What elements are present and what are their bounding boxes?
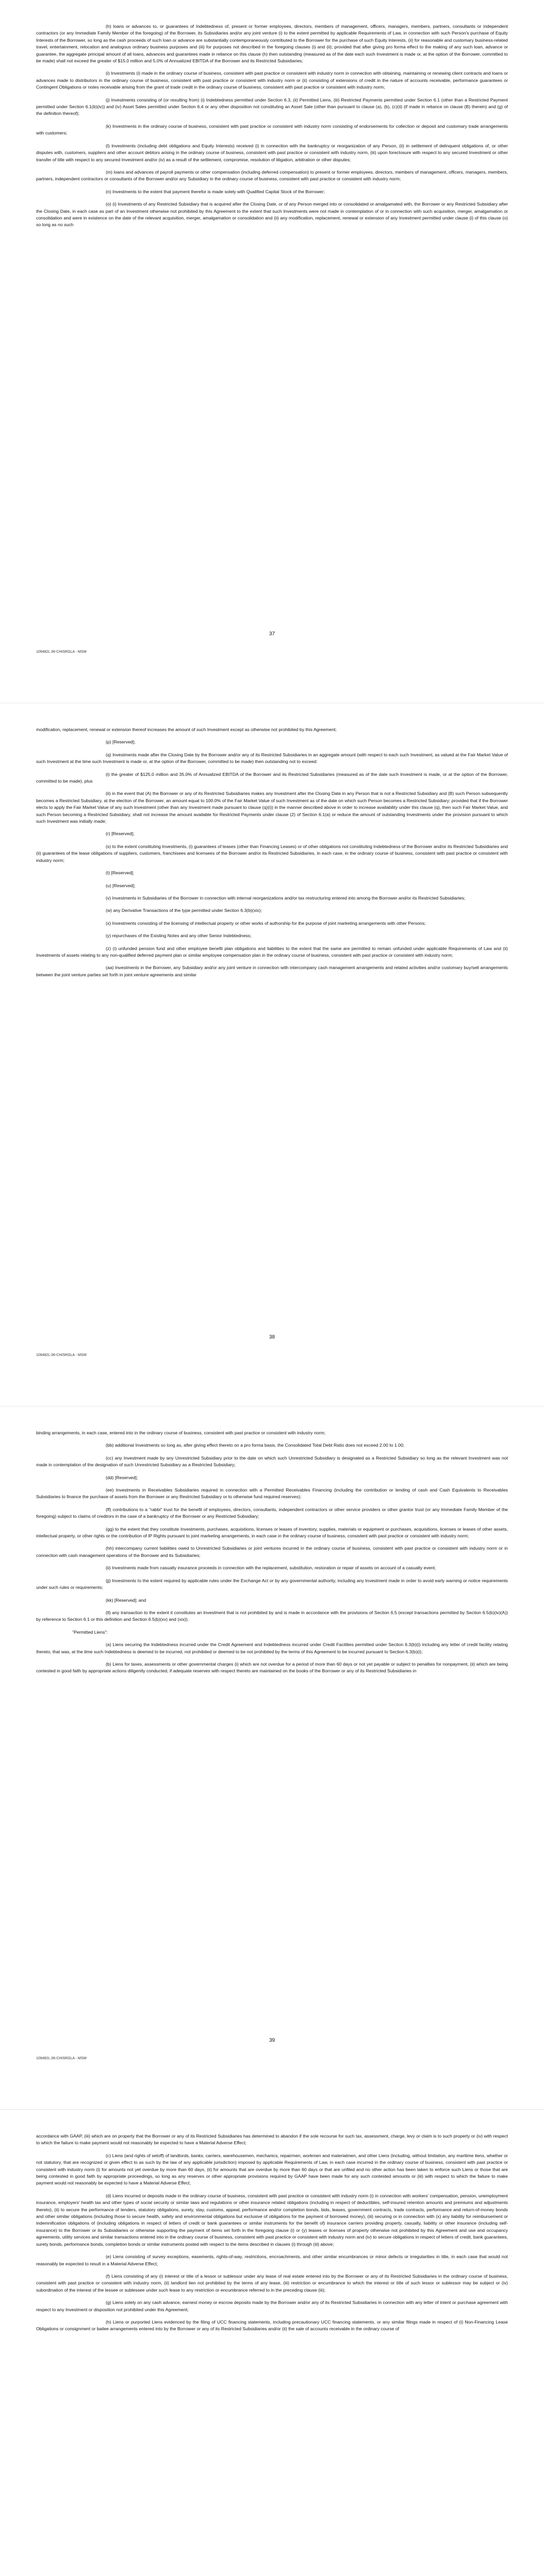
paragraph: (p) [Reserved]; — [106, 739, 136, 745]
paragraph: (c) Liens (and rights of setoff) of landlords, banks, carriers, warehousemen, mechanics, repairmen, workmen and materialmen, and other Liens (including, without limitation, any maritime liens, whether or not statutory, that are recognized or given effect to as such by the law of any applicable jurisdiction) imposed by applicable Requirements of Law, in each case incurred in the ordinary course of business, consistent with past practice or consistent with industry norm (i) for amounts not yet overdue by more than 60 days, (ii) for amounts that are overdue by more than 60 days or that are unfiled and no other action has been taken to enforce such Liens or those that are being contested in good faith by appropriate proceedings, so long as any reserves or other appropriate provisions required by GAAP have been made for any such contested amounts or (iii) with respect to which the failure to make payment would not reasonably be expected to have a Material Adverse Effect; — [36, 2153, 508, 2186]
paragraph: (n) Investments to the extent that payment therefor is made solely with Qualified Capital Stock of the Borrower; — [106, 189, 325, 194]
paragraph: (b) Liens for taxes, assessments or other governmental charges (i) which are not overdue for a period of more than 60 days or not yet payable or subject to penalties for nonpayment, (ii) which are being contested in good faith by appropriate actions diligently conducted, if adequate reserves with respect thereto are maintained on the books of the Borrower or any of its Restricted Subsidiaries in — [36, 1661, 508, 1674]
paragraph: (o) (i) Investments of any Restricted Subsidiary that is acquired after the Closing Date, or of any Person merged into or consolidated or amalgamated with, the Borrower or any Restricted Subsidiary after the Closing Date, in each case as part of an Investment otherwise not prohibited by this Agreement to the extent that such Investments were not made in contemplation of or in connection with such acquisition, merger, amalgamation or consolidation and were in existence on the date of the relevant acquisition, merger, amalgamation or consolidation and (ii) any modification, replacement, renewal or extension of any Investment permitted under clause (i) of this clause (o) so long as no such — [36, 201, 508, 228]
paragraph: (g) Liens solely on any cash advance, earnest money or escrow deposits made by the Borrower and/or any of its Restricted Subsidiaries in connection with any letter of intent or purchase agreement with respect to any Investment or disposition not prohibited under this Agreement; — [36, 2300, 508, 2312]
paragraph: (dd) [Reserved]; — [106, 1475, 138, 1480]
paragraph: (x) Investments consisting of the licensing of intellectual property or other works of authorship for the purpose of joint marketing arrangements with other Persons; — [106, 920, 426, 926]
paragraph: modification, replacement, renewal or extension thereof increases the amount of such Investment except as otherwise not prohibited by this Agreement; — [36, 727, 337, 732]
paragraph: (ii) Investments made from casualty insurance proceeds in connection with the replacement, substitution, restoration or repair of assets on account of a casualty event; — [106, 1565, 436, 1571]
paragraph: (z) (i) unfunded pension fund and other employee benefit plan obligations and liabilities to the extent that the same are permitted to remain unfunded under applicable Requirements of Law and (ii) Investments of assets relating to any non-qualified deferred payment plan or similar employee compensation plan in the ordinary course of business, consistent with past practice or consistent with industry norm; — [36, 945, 508, 958]
paragraph: (l) Investments (including debt obligations and Equity Interests) received (i) in connection with the bankruptcy or reorganization of any Person, (ii) in settlement of delinquent obligations of, or other disputes with, customers, suppliers and other account debtors arising in the ordinary course of business, consistent with past practice or consistent with industry norm, (iii) upon foreclosure with respect to any secured Investment or other transfer of title with respect to any secured Investment and/or (iv) as a result of the settlement, compromise, resolution of litigation, arbitration or other disputes; — [36, 143, 508, 162]
paragraph: (v) Investments in Subsidiaries of the Borrower in connection with internal reorganizations and/or tax restructuring entered into among the Borrower and/or its Restricted Subsidiaries; — [106, 895, 466, 901]
page-37 — [0, 0, 544, 703]
paragraph: (a) Liens securing the Indebtedness incurred under the Credit Agreement and Indebtedness incurred under Credit Facilities permitted under Section 6.3(b)(i) including any letter of credit facility relating thereto, that was, at the time such Indebtedness is deemed to be incurred, not prohibited or deemed to be not prohibited by the terms of this Agreement to be incurred pursuant to Section 6.3(b)(i); — [36, 1642, 508, 1654]
paragraph: (hh) intercompany current liabilities owed to Unrestricted Subsidiaries or joint ventures incurred in the ordinary course of business, consistent with past practice or consistent with industry norm or in connection with cash management operations of the Borrower and its Subsidiaries; — [36, 1546, 508, 1558]
paragraph: (gg) to the extent that they constitute Investments, purchases, acquisitions, licenses or leases of inventory, supplies, materials or equipment or purchases, acquisitions, licenses or leases of other assets, intellectual property, or other rights or the contribution of IP Rights pursuant to joint marketing arrangements, in each case in the ordinary course of business, consistent with past practice or consistent with industry norm; — [36, 1526, 508, 1539]
paragraph: (k) Investments in the ordinary course of business, consistent with past practice or consistent with industry norm consisting of endorsements for collection or deposit and customary trade arrangements with customers; — [36, 123, 508, 136]
page-footer: 109482L.06-CHISRGLA - MSW — [36, 650, 87, 654]
page-number: 37 — [269, 631, 275, 637]
paragraph: (ff) contributions to a "rabbi" trust for the benefit of employees, directors, consultants, independent contractors or other service providers or other grantor trust (or any Immediate Family Member of the foregoing) subject to claims of creditors in the case of a bankruptcy of the Borrower or any Restricted Subsidiary; — [36, 1506, 508, 1519]
page-footer: 109482L.06-CHISRGLA - MSW — [36, 2057, 87, 2060]
paragraph: (r) [Reserved]; — [106, 831, 135, 837]
paragraph: (aa) Investments in the Borrower, any Subsidiary and/or any joint venture in connection with intercompany cash management arrangements and related activities and/or customary buy/sell arrangements between the joint venture parties set forth in joint venture agreements and similar — [36, 965, 508, 977]
paragraph: (h) Liens or purported Liens evidenced by the filing of UCC financing statements, including precautionary UCC financing statements, or any similar filings made in respect of (i) Non-Financing Lease Obligations or consignment or bailee arrangements entered into by the Borrower or any of its Restricted Subsidiaries and/or (ii) the sale of accounts receivable in the ordinary course of — [36, 2319, 508, 2332]
paragraph: (s) to the extent constituting Investments, (i) guarantees of leases (other than Financing Leases) or of other obligations not constituting Indebtedness of the Borrower and/or its Restricted Subsidiaries and (ii) guarantees of the lease obligations of suppliers, customers, franchisees and licensees of the Borrower and/or its Restricted Subsidiaries, in each case, in the ordinary course of business, consistent with past practice or consistent with industry norm; — [36, 843, 508, 863]
page-number: 38 — [269, 1334, 275, 1340]
paragraph: (kk) [Reserved]; and — [106, 1597, 146, 1603]
paragraph: (i) Investments (i) made in the ordinary course of business, consistent with past practice or consistent with industry norm in connection with obtaining, maintaining or renewing client contracts and loans or advances made to distributors in the ordinary course of business, consistent with past practice or consistent with industry norm or (ii) consisting of extensions of credit in the nature of accounts receivable, performance guarantees or Contingent Obligations or notes receivable arising from the grant of trade credit in the ordinary course of business, consistent with past practice or consistent with industry norm; — [36, 71, 508, 90]
page-38 — [0, 703, 544, 1406]
paragraph: (q) Investments made after the Closing Date by the Borrower and/or any of its Restricted Subsidiaries in an aggregate amount (with respect to each such Investment, as valued at the Fair Market Value of such Investment at the time such Investment is made or, at the option of the Borrower, committed to be made) then outstanding not to exceed: — [36, 752, 508, 765]
paragraph: (w) any Derivative Transactions of the type permitted under Section 6.3(b)(xix); — [106, 908, 262, 913]
page-39 — [0, 1406, 544, 2110]
paragraph: (y) repurchases of the Existing Notes and any other Senior Indebtedness; — [106, 933, 252, 939]
paragraph: (e) Liens consisting of survey exceptions, easements, rights-of-way, restrictions, encroachments, and other similar encumbrances or minor defects or irregularities in title, in each case that would not reasonably be expected to result in a Material Adverse Effect; — [36, 2254, 508, 2266]
paragraph: accordance with GAAP, (iii) which are on property that the Borrower or any of its Restricted Subsidiaries has determined to abandon if the sole recourse for such tax, assessment, charge, levy or claim is to such property or (iv) with respect to which the failure to make payment would not reasonably be expected to have a Material Adverse Effect; — [36, 2133, 508, 2146]
paragraph: (ll) any transaction to the extent it constitutes an Investment that is not prohibited by and is made in accordance with the provisions of Section 6.5 (except transactions permitted by Section 6.5(b)(iv)(A)) by reference to Section 6.1 or this definition and Section 6.5(b)(xv) and (xix)). — [36, 1609, 508, 1622]
page-text — [36, 1430, 508, 1681]
page-40 — [0, 2110, 544, 2576]
paragraph: (cc) any Investment made by any Unrestricted Subsidiary prior to the date on which such Unrestricted Subsidiary is designated as a Restricted Subsidiary so long as the relevant Investment was not made in contemplation of the designation of such Unrestricted Subsidiary as a Restricted Subsidiary; — [36, 1455, 508, 1468]
page-text — [36, 23, 508, 234]
page-text — [36, 726, 508, 984]
paragraph: (jj) Investments to the extent required by applicable rules under the Exchange Act or by any governmental authority, including any Investment made in order to avoid early warning or notice requirements under such rules or requirements; — [36, 1578, 508, 1590]
paragraph: (h) loans or advances to, or guarantees of Indebtedness of, present or former employees, directors, members of management, officers, managers, members, partners, consultants or independent contractors (or any Immediate Family Member of the foregoing) of the Borrower, its Subsidiaries and/or any joint venture (i) to the extent permitted by applicable Requirements of Law, in connection with such Person's purchase of Equity Interests of the Borrower, so long as the cash proceeds of such loan or advance are substantially contemporaneously contributed to the Borrower for the purchase of such Equity Interests, (ii) for reasonable and customary business-related travel, entertainment, relocation and analogous ordinary business purposes and (iii) for purposes not described in the foregoing clauses (i) and (ii); provided that after giving pro forma effect to the making of any such loan, advance or guarantee, the aggregate principal amount of all loans, advances and guarantees made in reliance on this clause (h) then outstanding (measured as of the date each such Investment is made or, at the option of the Borrower, committed to be made) shall not exceed the greater of $15.0 million and 5.0% of Annualized EBITDA of the Borrower and its Restricted Subsidiaries; — [36, 24, 508, 64]
paragraph: binding arrangements, in each case, entered into in the ordinary course of business, consistent with past practice or consistent with industry norm; — [36, 1430, 326, 1435]
paragraph: (m) loans and advances of payroll payments or other compensation (including deferred compensation) to present or former employees, directors, members of management, officers, managers, members, partners, independent contractors or consultants of the Borrower and/or any Subsidiary in the ordinary course of business, consistent with past practice or consistent with industry norm; — [36, 169, 508, 182]
paragraph: (f) Liens consisting of any (i) interest or title of a lessor or sublessor under any lease of real estate entered into by the Borrower or any of its Restricted Subsidiaries in the ordinary course of business, consistent with past practice or consistent with industry norm, (ii) landlord lien not prohibited by the terms of any lease, (iii) restriction or encumbrance to which the interest or title of such lessor or sublessor may be subject or (iv) subordination of the interest of the lessee or sublessee under such lease to any restriction or encumbrance referred to in the preceding clause (iii); — [36, 2273, 508, 2293]
paragraph: (ii) in the event that (A) the Borrower or any of its Restricted Subsidiaries makes any Investment after the Closing Date in any Person that is not a Restricted Subsidiary and (B) such Person subsequently becomes a Restricted Subsidiary, at the election of the Borrower, an amount equal to 100.0% of the Fair Market Value of such Investment as of the date on which such Person becomes a Restricted Subsidiary; provided that if the Borrower elects to apply the Fair Market Value of any such Investment (other than any Investment made pursuant to clause (q)(i)) in the manner described above in order to increase availability under this clause (q), then such Fair Market Value, and such Person becoming a Restricted Subsidiary, shall not increase the amount available for Restricted Payments under clause (2) of Section 6.1(a) or reduce the amount of outstanding Investments under the provision pursuant to which such Investment was initially made; — [36, 791, 508, 824]
paragraph: (j) Investments consisting of (or resulting from) (i) Indebtedness permitted under Section 6.3, (ii) Permitted Liens, (iii) Restricted Payments permitted under Section 6.1 (other than a Restricted Payment permitted under Section 6.1(b)(iv)) and (iv) Asset Sales permitted under Section 6.4 or any other disposition not constituting an Asset Sale (other than pursuant to clause (a), (b), (c)(ii) (if made in reliance on clause (B) therein) and (g) of the definition thereof); — [36, 97, 508, 116]
paragraph: (i) the greater of $125.0 million and 35.0% of Annualized EBITDA of the Borrower and its Restricted Subsidiaries (measured as of the date such Investment is made, or at the option of the Borrower, committed to be made), plus — [36, 771, 508, 784]
paragraph: (ee) Investments in Receivables Subsidiaries required in connection with a Permitted Receivables Financing (including the contribution or lending of cash and Cash Equivalents to Receivables Subsidiaries to finance the purchase of assets from the Borrower or any Restricted Subsidiary or to otherwise fund required reserves); — [36, 1487, 508, 1500]
paragraph: (u) [Reserved]; — [106, 883, 136, 888]
paragraph: (bb) additional Investments so long as, after giving effect thereto on a pro forma basis, the Consolidated Total Debt Ratio does not exceed 2.00 to 1.00; — [106, 1443, 405, 1448]
page-footer: 109482L.06-CHISRGLA - MSW — [36, 1353, 87, 1357]
section-heading: "Permitted Liens": — [72, 1629, 108, 1635]
paragraph: (d) Liens incurred or deposits made in the ordinary course of business, consistent with past practice or consistent with industry norm (i) in connection with workers' compensation, pension, unemployment insurance, employers' health tax and other types of social security or similar laws and regulations or other insurance related obligations (including in respect of deductibles, self-insured retention amounts and premiums and adjustments thereto), (ii) to secure the performance of tenders, statutory obligations, surety, stay, customs, appeal, performance and/or completion bonds, bids, leases, government contracts, trade contracts, performance and return-of-money bonds and other similar obligations (including those to secure health, safety and environmental obligations but exclusive of obligations for the payment of borrowed money), (iii) securing or in connection with (x) any liability for reimbursement or indemnification obligations of (including obligations in respect of letters of credit or bank guarantees or similar instruments for the benefit of) insurance carriers providing property, casualty, liability or other insurance (including self-insurance) to the Borrower or its Subsidiaries or otherwise supporting the payment of items set forth in the foregoing clause (i) or (y) leases or licenses of property otherwise not prohibited by this Agreement and use and occupancy agreements, utility services and similar transactions entered into in the ordinary course of business, consistent with past practice or consistent with industry norm and (iv) to secure obligations in respect of letters of credit, bank guarantees, surety bonds, performance bonds, completion bonds or similar instruments posted with respect to the items described in clauses (i) through (iii) above; — [36, 2193, 508, 2247]
paragraph: (t) [Reserved]; — [106, 870, 135, 876]
page-text — [36, 2133, 508, 2338]
page-number: 39 — [269, 2038, 275, 2043]
